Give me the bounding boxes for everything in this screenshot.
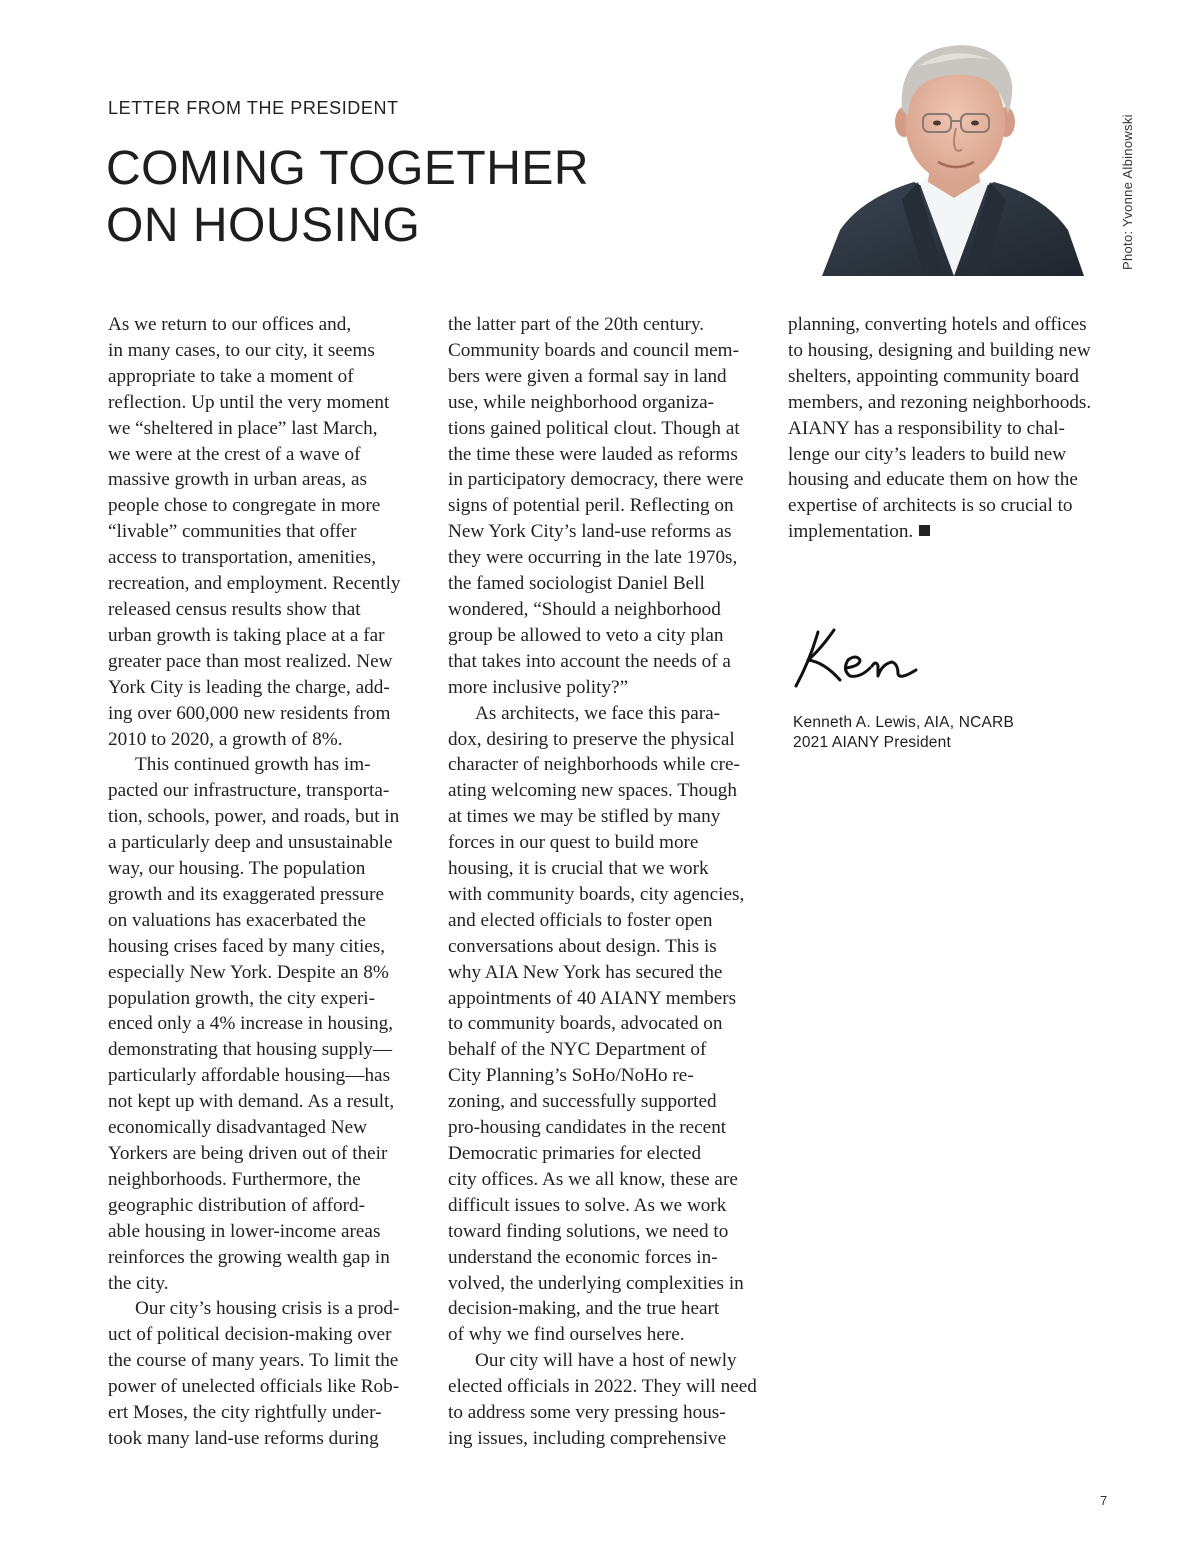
text-line: City Planning’s SoHo/NoHo re- xyxy=(448,1065,694,1087)
signature-ken xyxy=(790,620,930,700)
text-line: housing crises faced by many cities, xyxy=(108,935,386,957)
headline-line-2: ON HOUSING xyxy=(106,199,421,252)
text-line: recreation, and employment. Recently xyxy=(108,573,401,595)
text-line: use, while neighborhood organiza- xyxy=(448,391,715,413)
text-line: understand the economic forces in- xyxy=(448,1246,718,1268)
text-line: members, and rezoning neighborhoods. xyxy=(788,391,1092,413)
text-line: group be allowed to veto a city plan xyxy=(448,624,724,646)
signer-title: 2021 AIANY President xyxy=(793,734,951,751)
text-line: volved, the underlying complexities in xyxy=(448,1272,744,1294)
paragraph xyxy=(448,312,778,701)
text-line: 2010 to 2020, a growth of 8%. xyxy=(108,728,343,750)
signer-block xyxy=(793,713,1014,753)
text-line: toward finding solutions, we need to xyxy=(448,1220,729,1242)
text-line: appropriate to take a moment of xyxy=(108,365,354,387)
text-line: the latter part of the 20th century. xyxy=(448,314,705,335)
text-line: they were occurring in the late 1970s, xyxy=(448,547,738,569)
text-line: housing, it is crucial that we work xyxy=(448,858,709,880)
text-line: As architects, we face this para- xyxy=(475,702,721,724)
body-column-3 xyxy=(788,312,1118,545)
text-line: more inclusive polity?” xyxy=(448,676,629,698)
text-line: greater pace than most realized. New xyxy=(108,650,393,672)
text-line: the course of many years. To limit the xyxy=(108,1350,399,1372)
text-line: city offices. As we all know, these are xyxy=(448,1168,738,1190)
text-line: tion, schools, power, and roads, but in xyxy=(108,806,400,828)
text-line: people chose to congregate in more xyxy=(108,495,381,517)
text-line: the city. xyxy=(108,1272,169,1294)
text-line: particularly affordable housing—has xyxy=(108,1065,391,1087)
text-line: to address some very pressing hous- xyxy=(448,1402,726,1424)
text-line: access to transportation, amenities, xyxy=(108,547,377,569)
text-line: and elected officials to foster open xyxy=(448,909,713,931)
text-line: population growth, the city experi- xyxy=(108,987,375,1009)
paragraph xyxy=(108,312,438,752)
paragraph xyxy=(108,1296,438,1451)
text-line: elected officials in 2022. They will need xyxy=(448,1376,757,1398)
text-line: of why we find ourselves here. xyxy=(448,1324,685,1346)
text-line: ert Moses, the city rightfully under- xyxy=(108,1402,382,1424)
president-portrait xyxy=(822,30,1084,276)
text-line: ating welcoming new spaces. Though xyxy=(448,780,737,802)
body-column-1 xyxy=(108,312,438,1452)
text-line: ing issues, including comprehensive xyxy=(448,1427,727,1449)
text-line: Yorkers are being driven out of their xyxy=(108,1143,388,1164)
text-line: way, our housing. The population xyxy=(108,858,366,880)
paragraph xyxy=(108,752,438,1296)
text-line: expertise of architects is so crucial to xyxy=(788,495,1073,517)
text-line: in many cases, to our city, it seems xyxy=(108,339,375,361)
text-line: lenge our city’s leaders to build new xyxy=(788,443,1067,465)
headline-line-1: COMING TOGETHER xyxy=(106,142,590,195)
text-line: pro-housing candidates in the recent xyxy=(448,1117,727,1139)
page-number: 7 xyxy=(1100,1493,1108,1508)
text-line: wondered, “Should a neighborhood xyxy=(448,598,721,620)
text-line: released census results show that xyxy=(108,598,361,620)
text-line: Democratic primaries for elected xyxy=(448,1143,702,1164)
paragraph xyxy=(448,1348,778,1452)
text-line: not kept up with demand. As a result, xyxy=(108,1091,395,1113)
article-headline xyxy=(106,140,589,254)
text-line: that takes into account the needs of a xyxy=(448,650,731,672)
text-line: we “sheltered in place” last March, xyxy=(108,417,378,439)
text-line: zoning, and successfully supported xyxy=(448,1091,717,1113)
text-line: signs of potential peril. Reflecting on xyxy=(448,495,734,517)
text-line: pacted our infrastructure, transporta- xyxy=(108,780,390,802)
text-line: the famed sociologist Daniel Bell xyxy=(448,573,705,595)
text-line: to housing, designing and building new xyxy=(788,339,1091,361)
text-line: appointments of 40 AIANY members xyxy=(448,987,737,1009)
text-line: York City is leading the charge, add- xyxy=(108,676,390,698)
text-line: enced only a 4% increase in housing, xyxy=(108,1013,394,1035)
text-line: dox, desiring to preserve the physical xyxy=(448,728,735,750)
text-line: Community boards and council mem- xyxy=(448,339,739,361)
last-line xyxy=(788,519,1118,545)
text-line: at times we may be stifled by many xyxy=(448,806,721,828)
text-line: planning, converting hotels and offices xyxy=(788,314,1087,335)
photo-credit: Photo: Yvonne Albinowski xyxy=(1120,114,1135,270)
section-kicker: LETTER FROM THE PRESIDENT xyxy=(108,98,399,118)
text-line: This continued growth has im- xyxy=(135,754,371,776)
text-line: urban growth is taking place at a far xyxy=(108,624,385,646)
text-line: forces in our quest to build more xyxy=(448,832,699,854)
body-column-2 xyxy=(448,312,778,1452)
text-line: why AIA New York has secured the xyxy=(448,961,723,983)
text-line: Our city’s housing crisis is a prod- xyxy=(135,1298,400,1320)
text-line: able housing in lower-income areas xyxy=(108,1220,381,1242)
text-line: massive growth in urban areas, as xyxy=(108,469,367,491)
paragraph xyxy=(448,701,778,1349)
paragraph xyxy=(788,312,1118,545)
text-line: on valuations has exacerbated the xyxy=(108,909,366,931)
text-line: implementation. xyxy=(788,521,914,543)
text-line: in participatory democracy, there were xyxy=(448,469,744,491)
text-line: behalf of the NYC Department of xyxy=(448,1039,707,1061)
text-line: conversations about design. This is xyxy=(448,935,717,957)
text-line: we were at the crest of a wave of xyxy=(108,443,361,465)
end-of-article-square-icon xyxy=(919,525,930,536)
text-line: character of neighborhoods while cre- xyxy=(448,754,740,776)
text-line: tions gained political clout. Though at xyxy=(448,417,740,439)
text-line: decision-making, and the true heart xyxy=(448,1298,720,1320)
text-line: As we return to our offices and, xyxy=(108,314,352,335)
text-line: especially New York. Despite an 8% xyxy=(108,961,389,983)
text-line: shelters, appointing community board xyxy=(788,365,1079,387)
text-line: uct of political decision-making over xyxy=(108,1324,392,1346)
text-line: reinforces the growing wealth gap in xyxy=(108,1246,390,1268)
text-line: ing over 600,000 new residents from xyxy=(108,702,391,724)
text-line: power of unelected officials like Rob- xyxy=(108,1376,400,1398)
text-line: bers were given a formal say in land xyxy=(448,365,727,387)
text-line: a particularly deep and unsustainable xyxy=(108,832,393,854)
text-line: AIANY has a responsibility to chal- xyxy=(788,417,1065,439)
text-line: housing and educate them on how the xyxy=(788,469,1078,491)
text-line: neighborhoods. Furthermore, the xyxy=(108,1168,361,1190)
text-line: New York City’s land-use reforms as xyxy=(448,521,732,543)
text-line: with community boards, city agencies, xyxy=(448,883,745,905)
text-line: growth and its exaggerated pressure xyxy=(108,883,384,905)
text-line: “livable” communities that offer xyxy=(108,521,357,543)
text-line: Our city will have a host of newly xyxy=(475,1350,737,1372)
text-line: took many land-use reforms during xyxy=(108,1427,379,1449)
text-line: the time these were lauded as reforms xyxy=(448,443,738,465)
text-line: to community boards, advocated on xyxy=(448,1013,723,1035)
text-line: demonstrating that housing supply— xyxy=(108,1039,393,1061)
text-line: reflection. Up until the very moment xyxy=(108,391,390,413)
signer-name: Kenneth A. Lewis, AIA, NCARB xyxy=(793,714,1014,731)
text-line: economically disadvantaged New xyxy=(108,1117,367,1139)
text-line: difficult issues to solve. As we work xyxy=(448,1194,727,1216)
text-line: geographic distribution of afford- xyxy=(108,1194,366,1216)
